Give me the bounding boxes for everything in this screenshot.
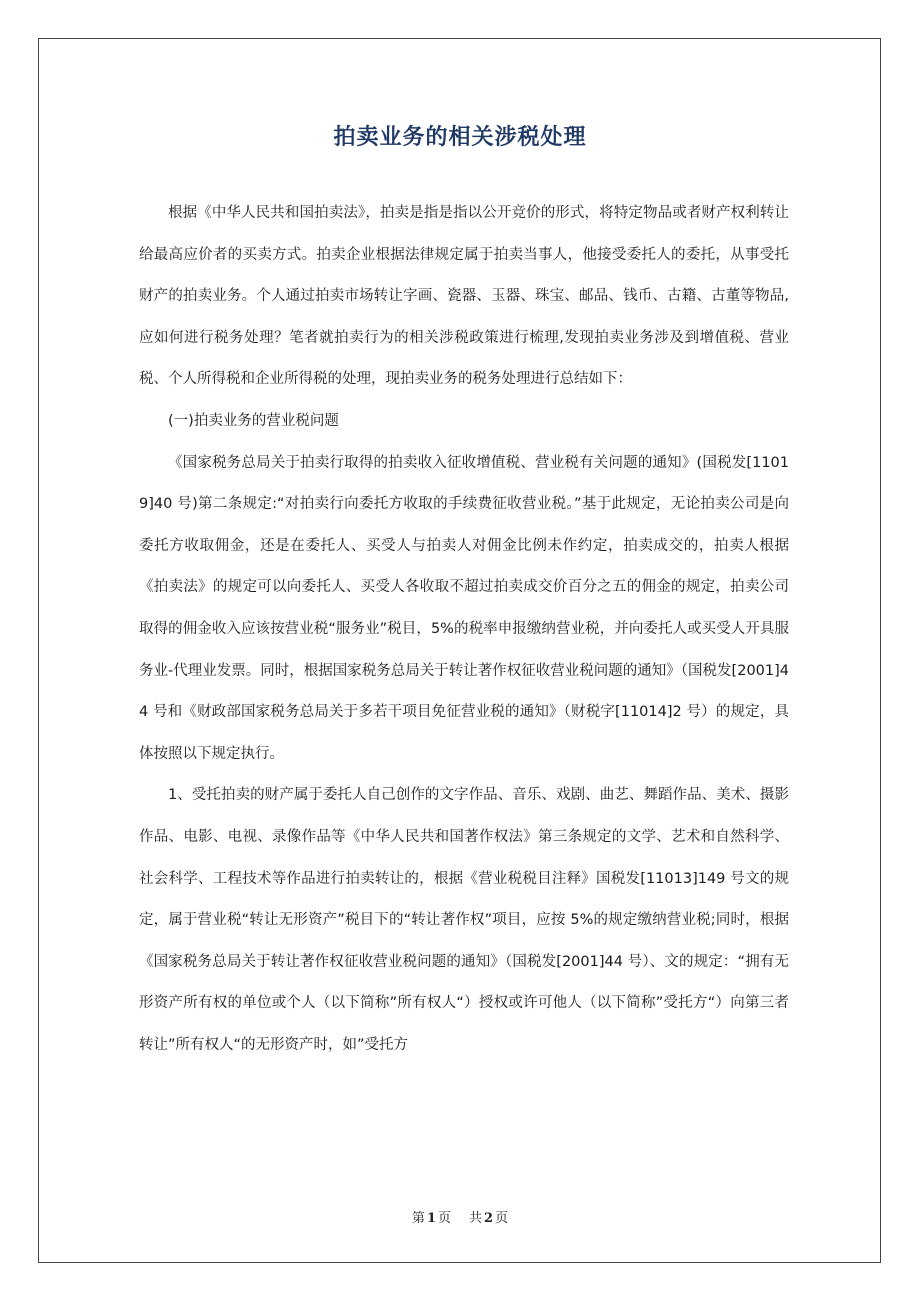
page-footer [0, 1207, 920, 1226]
paragraph-intro: 根据《中华人民共和国拍卖法》，拍卖是指是指以公开竞价的形式，将特定物品或者财产权利转让给最高应价者的买卖方式。拍卖企业根据法律规定属于拍卖当事人，他接受委托人的委托，从事受托财产的拍卖业务。个人通过拍卖市场转让字画、瓷器、玉器、珠宝、邮品、钱币、古籍、古董等物品,应如何进行税务处理？笔者就拍卖行为的相关涉税政策进行梳理,发现拍卖业务涉及到增值税、营业税、个人所得税和企业所得税的处理，现拍卖业务的税务处理进行总结如下： [139, 205, 789, 388]
footer-prefix: 第 [411, 1211, 425, 1226]
total-pages-number: 2 [484, 1211, 494, 1226]
footer-total-suffix: 页 [495, 1211, 509, 1226]
section-heading: (一)拍卖业务的营业税问题 [168, 412, 339, 429]
document-title: 拍卖业务的相关涉税处理 [333, 125, 587, 150]
paragraph-business-tax: 《国家税务总局关于拍卖行取得的拍卖收入征收增值税、营业税有关问题的通知》(国税发[11019]40 号)第二条规定:“对拍卖行向委托方收取的手续费征收营业税。”基于此规定，无论拍卖公司是向委托方收取佣金，还是在委托人、买受人与拍卖人对佣金比例未作约定，拍卖成交的，拍卖人根据《拍卖法》的规定可以向委托人、买受人各收取不超过拍卖成交价百分之五的佣金的规定，拍卖公司取得的佣金收入应该按营业税“服务业”税目，5%的税率申报缴纳营业税，并向委托人或买受人开具服务业-代理业发票。同时，根据国家税务总局关于转让著作权征收营业税问题的通知》（国税发[2001]44 号和《财政部国家税务总局关于多若干项目免征营业税的通知》（财税字[11014]2 号）的规定，具体按照以下规定执行。 [139, 454, 789, 762]
current-page-number: 1 [426, 1211, 436, 1226]
paragraph-item-1: 1、受托拍卖的财产属于委托人自己创作的文字作品、音乐、戏剧、曲艺、舞蹈作品、美术、摄影作品、电影、电视、录像作品等《中华人民共和国著作权法》第三条规定的文学、艺术和自然科学、社会科学、工程技术等作品进行拍卖转让的，根据《营业税税目注释》国税发[11013]149 号文的规定，属于营业税“转让无形资产”税目下的“转让著作权”项目，应按 5%的规定缴纳营业税;同时，根据《国家税务总局关于转让著作权征收营业税问题的通知》（国税发[2001]44 号）、文的规定：“拥有无形资产所有权的单位或个人（以下简称”所有权人“）授权或许可他人（以下简称”受托方“）向第三者转让”所有权人“的无形资产时，如”受托方 [139, 787, 789, 1053]
footer-page-word: 页 [437, 1211, 451, 1226]
footer-total-prefix: 共 [469, 1211, 483, 1226]
document-body [139, 193, 789, 1066]
